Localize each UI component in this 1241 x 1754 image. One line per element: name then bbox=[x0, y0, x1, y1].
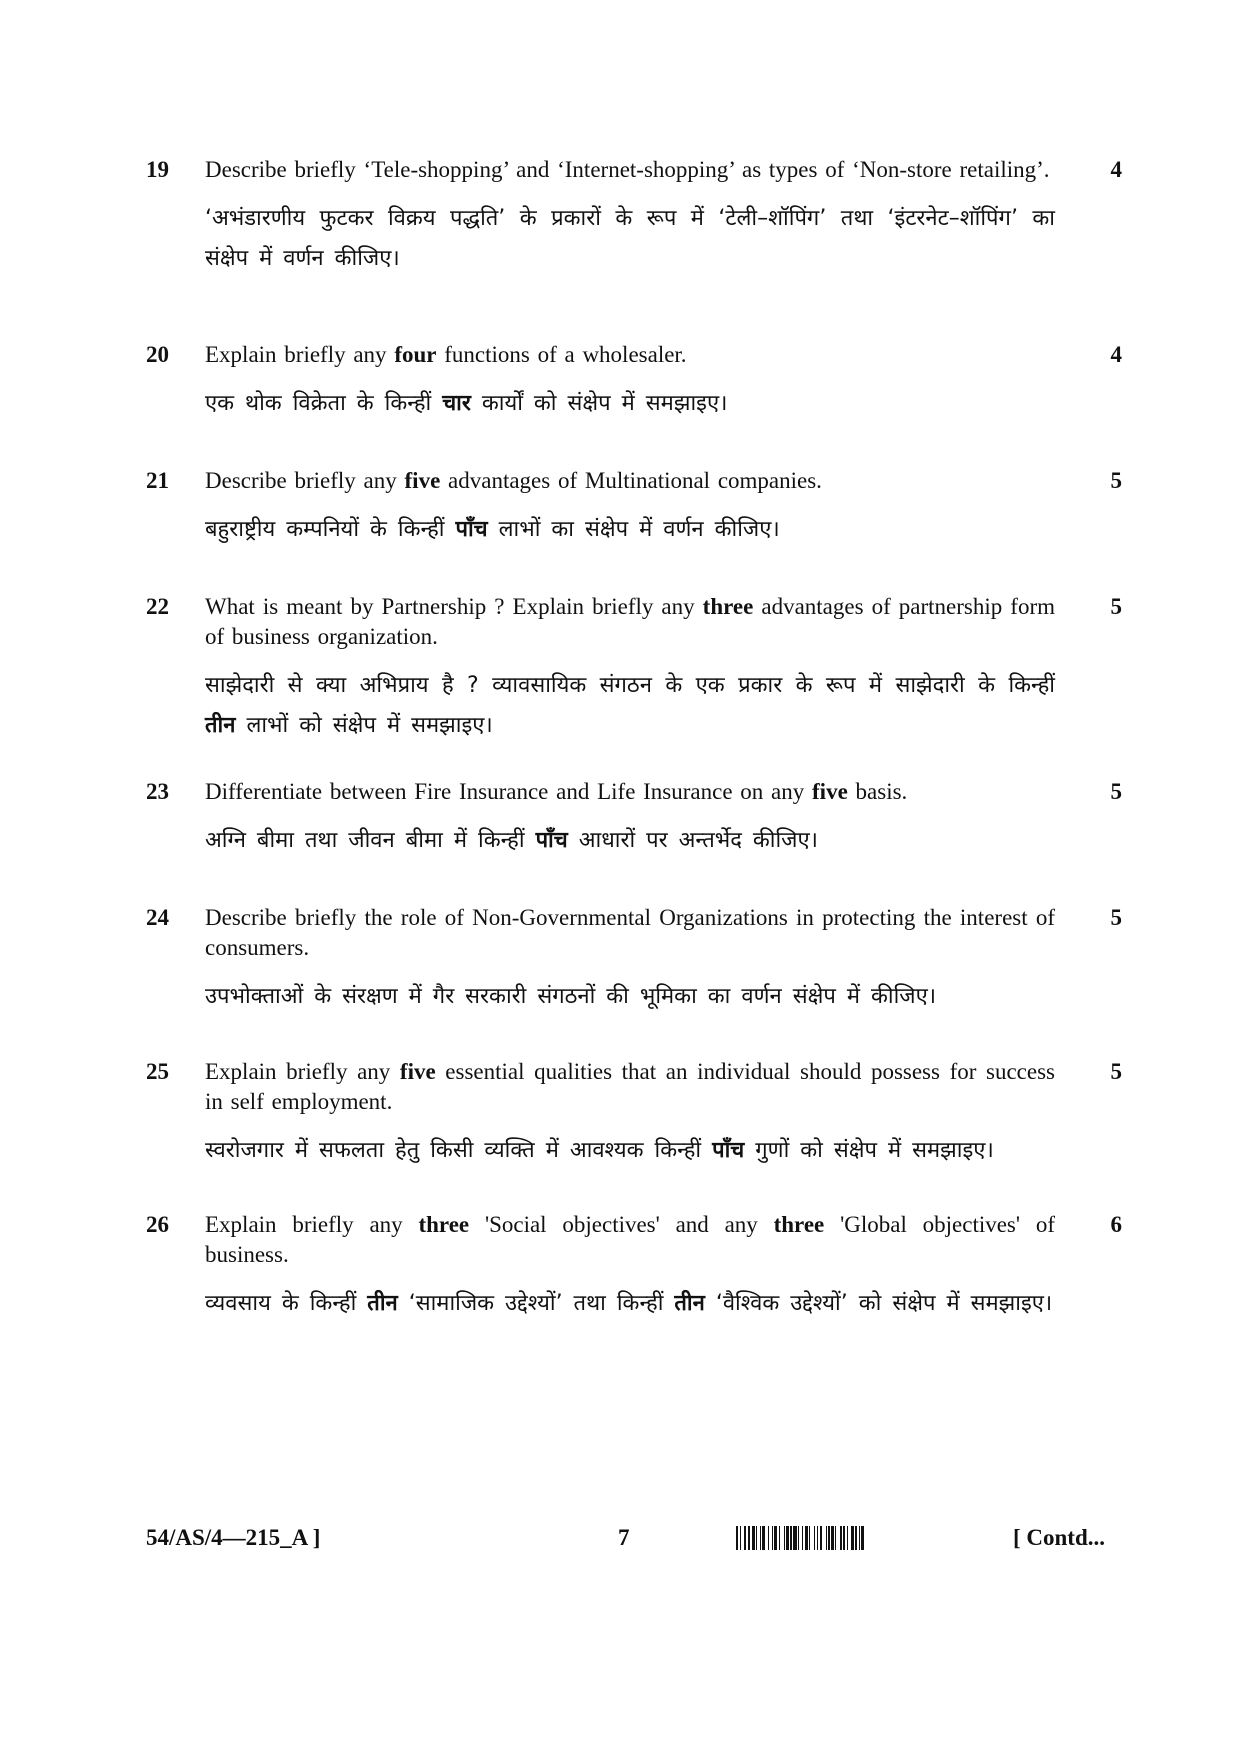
question-text-hindi: बहुराष्ट्रीय कम्पनियों के किन्हीं पाँच लाभों का संक्षेप में वर्णन कीजिए। bbox=[205, 517, 780, 542]
question-marks: 4 bbox=[1110, 342, 1122, 367]
question-number: 26 bbox=[146, 1212, 169, 1237]
question-number: 24 bbox=[146, 905, 169, 930]
question-marks: 5 bbox=[1110, 594, 1122, 619]
question-marks: 4 bbox=[1110, 157, 1122, 182]
barcode-bar bbox=[864, 1526, 866, 1550]
question-marks: 6 bbox=[1110, 1212, 1122, 1237]
question-text-english: What is meant by Partnership ? Explain briefly any three advantages of partnership form of business organization. bbox=[205, 594, 1055, 649]
question-text-hindi: व्यवसाय के किन्हीं तीन ‘सामाजिक उद्देश्यों’ तथा किन्हीं तीन ‘वैश्विक उद्देश्यों’ को संक्षेप में समझाइए। bbox=[205, 1291, 1053, 1316]
question-text-english: Differentiate between Fire Insurance and Life Insurance on any five basis. bbox=[205, 779, 908, 804]
question-text-hindi: ‘अभंडारणीय फुटकर विक्रय पद्धति’ के प्रकारों के रूप में ‘टेली–शॉपिंग’ तथा ‘इंटरनेट–शॉपिंग’ का संक्षेप में वर्णन कीजिए। bbox=[205, 206, 1055, 271]
question-number: 21 bbox=[146, 468, 169, 493]
question-text-english: Describe briefly any five advantages of Multinational companies. bbox=[205, 468, 822, 493]
page-number: 7 bbox=[618, 1525, 630, 1550]
question-marks: 5 bbox=[1110, 905, 1122, 930]
question-number: 20 bbox=[146, 342, 169, 367]
continued-label: [ Contd... bbox=[1013, 1525, 1106, 1550]
question-text-english: Describe briefly ‘Tele-shopping’ and ‘Internet-shopping’ as types of ‘Non-store retailing’. bbox=[205, 157, 1050, 182]
question-text-hindi: उपभोक्ताओं के संरक्षण में गैर सरकारी संगठनों की भूमिका का वर्णन संक्षेप में कीजिए। bbox=[205, 984, 937, 1009]
question-number: 22 bbox=[146, 594, 169, 619]
question-marks: 5 bbox=[1110, 468, 1122, 493]
question-text-english: Describe briefly the role of Non-Governmental Organizations in protecting the interest of consumers. bbox=[205, 905, 1055, 960]
question-text-hindi: स्वरोजगार में सफलता हेतु किसी व्यक्ति में आवश्यक किन्हीं पाँच गुणों को संक्षेप में समझाइए। bbox=[205, 1138, 994, 1163]
question-text-hindi: साझेदारी से क्या अभिप्राय है ? व्यावसायिक संगठन के एक प्रकार के रूप में साझेदारी के किन्हीं तीन लाभों को संक्षेप में समझाइए। bbox=[205, 673, 1055, 738]
question-text-hindi: अग्नि बीमा तथा जीवन बीमा में किन्हीं पाँच आधारों पर अन्तर्भेद कीजिए। bbox=[205, 828, 819, 853]
page-footer bbox=[0, 1523, 1241, 1555]
question-text-english: Explain briefly any four functions of a wholesaler. bbox=[205, 342, 687, 367]
barcode bbox=[736, 1526, 986, 1550]
question-text-english: Explain briefly any three 'Social objectives' and any three 'Global objectives' of business. bbox=[205, 1212, 1055, 1267]
question-number: 25 bbox=[146, 1059, 169, 1084]
paper-code: 54/AS/4—215_A ] bbox=[146, 1525, 321, 1550]
question-marks: 5 bbox=[1110, 779, 1122, 804]
question-text-hindi: एक थोक विक्रेता के किन्हीं चार कार्यों को संक्षेप में समझाइए। bbox=[205, 391, 728, 416]
question-text-english: Explain briefly any five essential qualities that an individual should possess for success in self employment. bbox=[205, 1059, 1055, 1114]
question-number: 19 bbox=[146, 157, 169, 182]
question-marks: 5 bbox=[1110, 1059, 1122, 1084]
question-number: 23 bbox=[146, 779, 169, 804]
